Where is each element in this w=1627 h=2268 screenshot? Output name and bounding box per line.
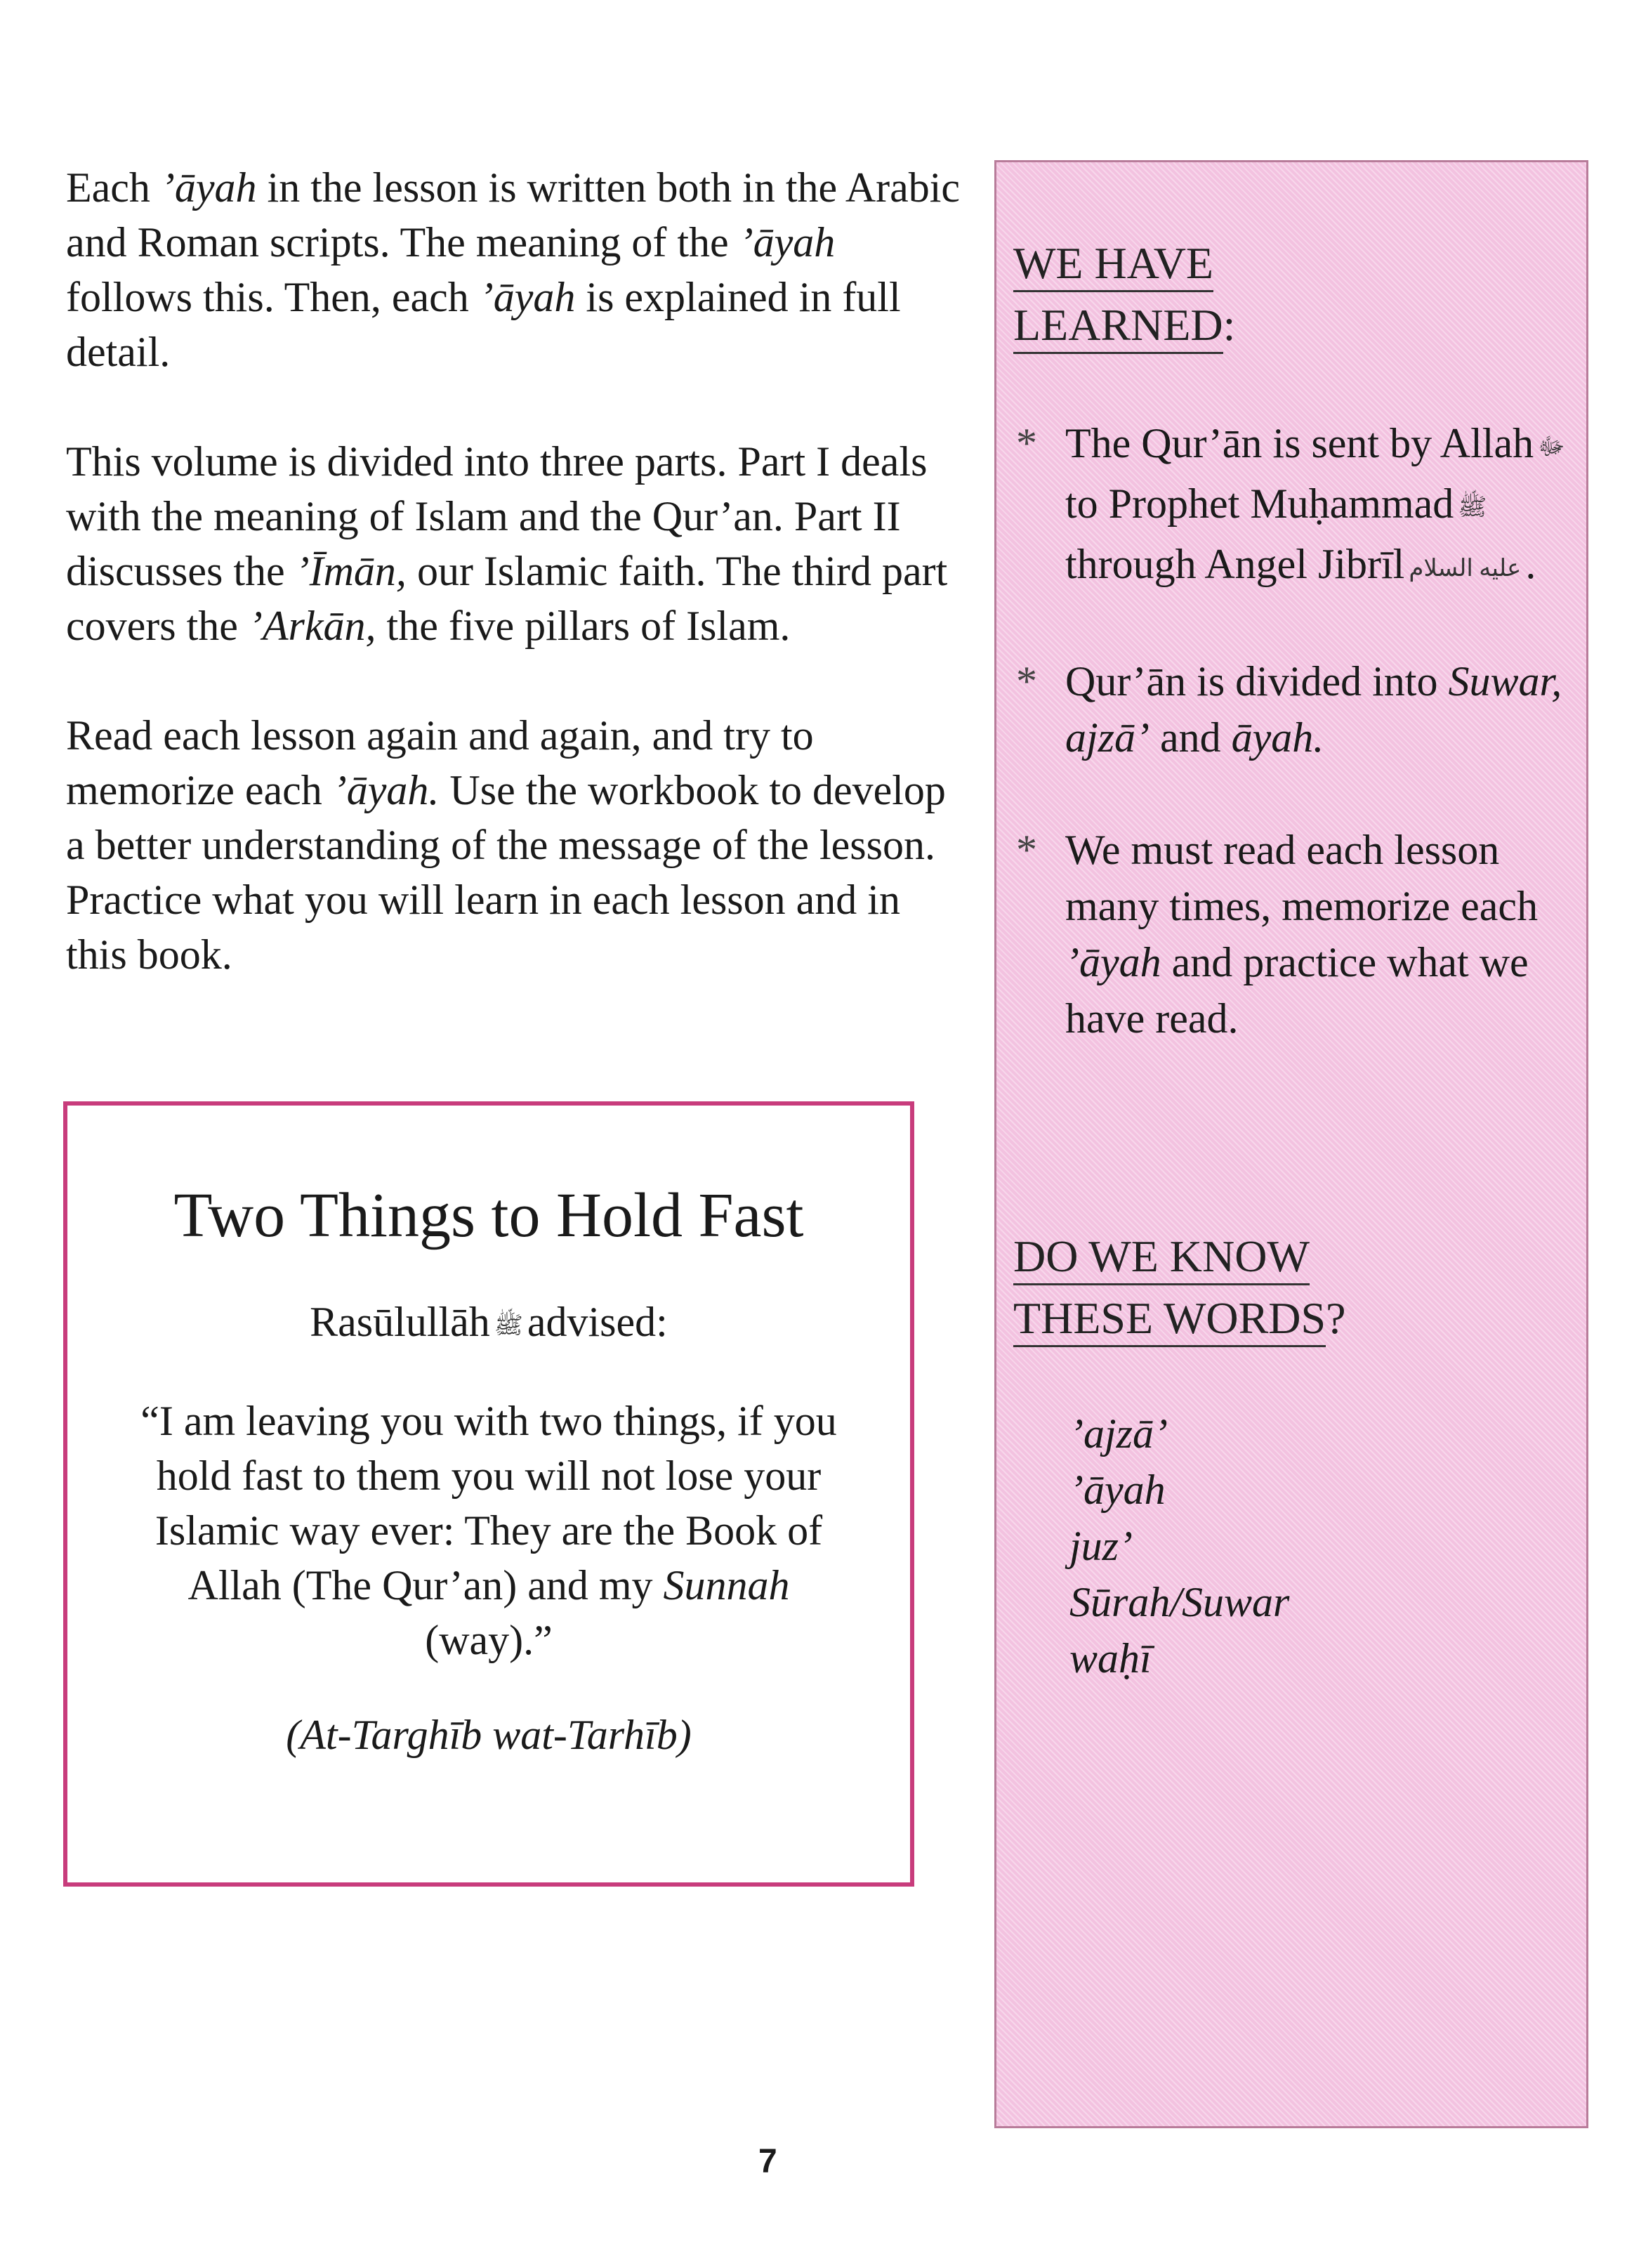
summary-sidebar [994, 160, 1588, 2128]
intro-paragraph-2: This volume is divided into three parts. Part I deals with the meaning of Islam and the Qur’an. Part II discusses the ’Īmān, our Islamic faith. The third part covers the ’Arkān, the five pillars of Islam. [66, 438, 948, 649]
vocabulary-word: waḥī [1069, 1635, 1152, 1682]
hadith-source: (At-Targhīb wat-Tarhīb) [286, 1712, 692, 1759]
asterisk-icon: * [1016, 420, 1037, 466]
vocabulary-word: juz’ [1069, 1523, 1133, 1569]
hadith-title: Two Things to Hold Fast [173, 1181, 804, 1250]
list-item: * The Qur’ān is sent by Allah ﷻto Prophet Muḥammad ﷺthrough Angel Jibrīl عليه السلام . [1016, 415, 1578, 597]
hadith-quote: “I am leaving you with two things, if you hold fast to them you will not lose your Islamic way ever: They are the Book of Allah (The Qur’an) and my Sunnah (way).” [140, 1398, 837, 1664]
page-number: 7 [758, 2143, 777, 2180]
vocabulary-list [1069, 1405, 1289, 1686]
allah-honorific-icon: ﷻ [1538, 434, 1565, 461]
angel-honorific-icon: عليه السلام [1409, 555, 1522, 582]
asterisk-icon: * [1016, 826, 1037, 873]
intro-paragraph-3: Read each lesson again and again, and try to memorize each ’āyah. Use the workbook to develop a better understanding of the message of the lesson. Practice what you will learn in each lesson and in this book. [66, 712, 946, 978]
vocabulary-word: ’āyah [1069, 1467, 1166, 1513]
asterisk-icon: * [1016, 657, 1037, 704]
prophet-honorific-icon: ﷺ [494, 1313, 523, 1339]
vocabulary-word: ’ajzā’ [1069, 1410, 1168, 1457]
intro-text [66, 160, 965, 982]
hadith-intro: Rasūlullāh ﷺ advised: [67, 1295, 910, 1353]
list-item: * We must read each lesson many times, memorize each ’āyah and practice what we have read. [1016, 822, 1578, 1047]
learned-list [1016, 415, 1578, 1047]
list-item: * Qur’ān is divided into Suwar, ajzā’ and āyah. [1016, 653, 1578, 766]
vocabulary-word: Sūrah/Suwar [1069, 1579, 1290, 1625]
intro-paragraph-1: Each ’āyah in the lesson is written both in the Arabic and Roman scripts. The meaning of the ’āyah follows this. Then, each ’āyah is explained in full detail. [66, 164, 961, 375]
prophet-honorific-icon: ﷺ [1458, 494, 1487, 521]
hadith-box [63, 1101, 914, 1887]
learned-heading: WE HAVE LEARNED: [1013, 232, 1235, 356]
words-heading: DO WE KNOW THESE WORDS? [1013, 1226, 1345, 1349]
